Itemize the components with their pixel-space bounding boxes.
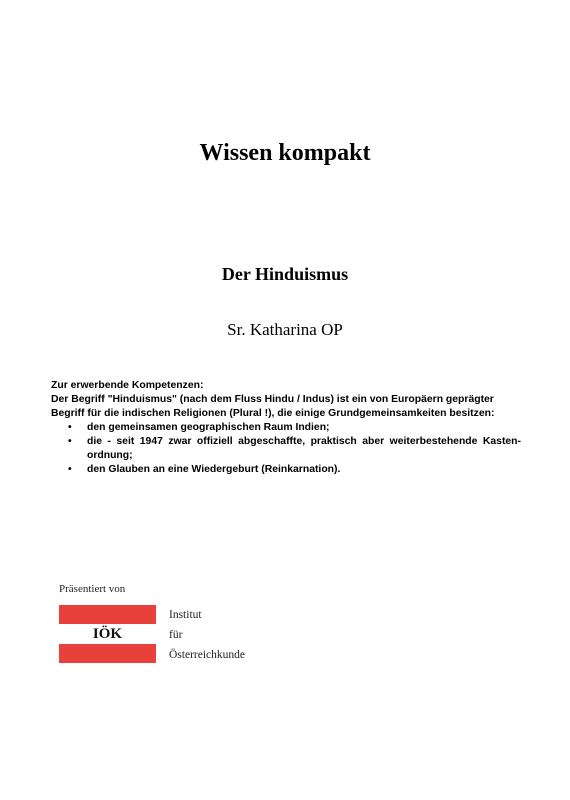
institute-name (169, 605, 245, 665)
list-item (51, 463, 521, 477)
competencies-heading: Zur erwerbende Kompetenzen: (51, 380, 204, 391)
bullet-icon: • (68, 422, 72, 433)
logo-stripe-top (59, 605, 156, 624)
competencies-section (51, 379, 521, 477)
list-item-text: den Glauben an eine Wiedergeburt (Reinkarnation). (87, 464, 341, 475)
list-item (51, 435, 521, 463)
list-item-text: den gemeinsamen geographischen Raum Indien; (87, 422, 330, 433)
ioek-logo (59, 605, 156, 663)
presented-by-label: Präsentiert von (59, 583, 126, 595)
bullet-icon: • (68, 436, 72, 447)
competencies-paragraph: Der Begriff "Hinduismus" (nach dem Fluss Hindu / Indus) ist ein von Europäern geprägter Begriff für die indischen Religionen (Plural !), die einige Grundgemeinsamkeiten besitzen: (51, 394, 495, 419)
document-title: Wissen kompakt (199, 140, 371, 166)
competencies-list (51, 421, 521, 477)
bullet-icon: • (68, 464, 72, 475)
logo-text: IÖK (92, 626, 123, 642)
document-author: Sr. Katharina OP (227, 320, 343, 339)
institute-line: Institut (169, 609, 202, 621)
logo-stripe-bottom (59, 644, 156, 663)
list-item-text: die - seit 1947 zwar offiziell abgeschaffte, praktisch aber weiterbestehende Kasten-ordnung; (87, 436, 521, 461)
institute-line: für (169, 629, 183, 641)
document-subtitle: Der Hinduismus (221, 264, 349, 284)
institute-line: Österreichkunde (169, 649, 245, 661)
list-item (51, 421, 521, 435)
